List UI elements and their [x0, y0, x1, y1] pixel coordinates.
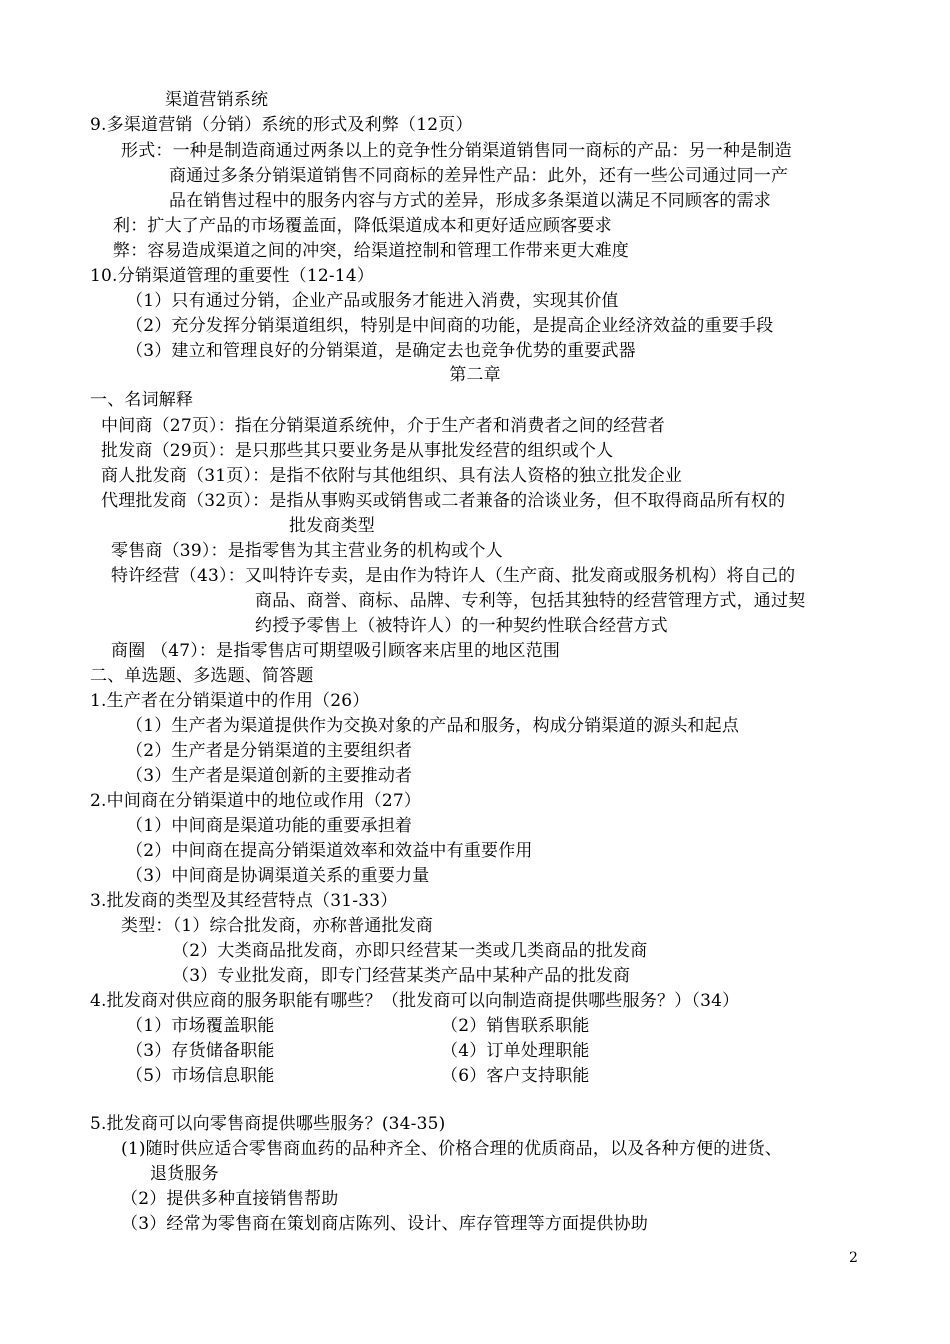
text-line: 批发商类型	[289, 516, 375, 536]
list-item: 类型：（1）综合批发商，亦称普通批发商	[121, 916, 434, 936]
list-item: （1）中间商是渠道功能的重要承担着	[126, 816, 413, 836]
text-line: 弊：容易造成渠道之间的冲突，给渠道控制和管理工作带来更大难度	[113, 241, 629, 261]
section-heading: 一、名词解释	[90, 390, 194, 410]
list-item: （3）存货储备职能	[126, 1041, 275, 1061]
text-line: 商通过多条分销渠道销售不同商标的差异性产品：此外，还有一些公司通过同一产	[169, 166, 789, 186]
text-line: 商品、商誉、商标、品牌、专利等，包括其独特的经营管理方式，通过契	[255, 591, 806, 611]
list-item: (1)随时供应适合零售商血药的品种齐全、价格合理的优质商品，以及各种方便的进货、	[121, 1139, 783, 1159]
list-item: （1）生产者为渠道提供作为交换对象的产品和服务，构成分销渠道的源头和起点	[126, 716, 740, 736]
question-heading: 5.批发商可以向零售商提供哪些服务？(34-35)	[90, 1114, 446, 1134]
text-line: 形式：一种是制造商通过两条以上的竞争性分销渠道销售同一商标的产品：另一种是制造	[121, 141, 792, 161]
definition-item: 零售商（39）：是指零售为其主营业务的机构或个人	[111, 541, 503, 561]
list-item: （1）市场覆盖职能	[126, 1016, 275, 1036]
list-item: （4）订单处理职能	[441, 1041, 590, 1061]
question-heading: 3.批发商的类型及其经营特点（31-33）	[90, 891, 398, 911]
list-item: （3）建立和管理良好的分销渠道，是确定去也竞争优势的重要武器	[126, 341, 636, 361]
list-item: （2）充分发挥分销渠道组织，特别是中间商的功能，是提高企业经济效益的重要手段	[126, 316, 774, 336]
text-line: 利：扩大了产品的市场覆盖面，降低渠道成本和更好适应顾客要求	[113, 216, 612, 236]
list-item: （3）生产者是渠道创新的主要推动者	[126, 766, 413, 786]
page-number: 2	[849, 1250, 858, 1266]
chapter-title: 第二章	[449, 365, 501, 385]
list-item: （1）只有通过分销，企业产品或服务才能进入消费，实现其价值	[126, 291, 619, 311]
definition-item: 商圈 （47）：是指零售店可期望吸引顾客来店里的地区范围	[111, 641, 561, 661]
question-heading: 1.生产者在分销渠道中的作用（26）	[90, 691, 370, 711]
list-item: （5）市场信息职能	[126, 1066, 275, 1086]
question-heading: 2.中间商在分销渠道中的地位或作用（27）	[90, 791, 422, 811]
section-heading: 二、单选题、多选题、简答题	[90, 666, 314, 686]
definition-item: 特许经营（43）：又叫特许专卖，是由作为特许人（生产商、批发商或服务机构）将自己的	[111, 566, 796, 586]
text-line: 退货服务	[150, 1164, 219, 1184]
text-line: 品在销售过程中的服务内容与方式的差异，形成多条渠道以满足不同顾客的需求	[169, 191, 771, 211]
definition-item: 代理批发商（32页）：是指从事购买或销售或二者兼备的洽谈业务，但不取得商品所有权的	[101, 491, 786, 511]
list-item: （2）销售联系职能	[441, 1016, 590, 1036]
section-heading: 9.多渠道营销（分销）系统的形式及利弊（12页）	[90, 115, 473, 135]
list-item: （3）专业批发商，即专门经营某类产品中某种产品的批发商	[172, 966, 631, 986]
list-item: （2）提供多种直接销售帮助	[121, 1189, 339, 1209]
list-item: （3）中间商是协调渠道关系的重要力量	[126, 866, 430, 886]
text-line: 约授予零售上（被特许人）的一种契约性联合经营方式	[255, 616, 668, 636]
list-item: （2）中间商在提高分销渠道效率和效益中有重要作用	[126, 841, 533, 861]
list-item: （2）大类商品批发商，亦即只经营某一类或几类商品的批发商	[172, 941, 648, 961]
list-item: （2）生产者是分销渠道的主要组织者	[126, 741, 413, 761]
text-line: 渠道营销系统	[165, 90, 269, 110]
definition-item: 商人批发商（31页）：是指不依附与其他组织、具有法人资格的独立批发企业	[101, 466, 683, 486]
definition-item: 批发商（29页）：是只那些其只要业务是从事批发经营的组织或个人	[101, 441, 614, 461]
question-heading: 4.批发商对供应商的服务职能有哪些？（批发商可以向制造商提供哪些服务？）（34）	[90, 991, 740, 1011]
section-heading: 10.分销渠道管理的重要性（12-14）	[90, 266, 375, 286]
list-item: （6）客户支持职能	[441, 1066, 590, 1086]
list-item: （3）经常为零售商在策划商店陈列、设计、库存管理等方面提供协助	[121, 1214, 649, 1234]
definition-item: 中间商（27页）：指在分销渠道系统仲，介于生产者和消费者之间的经营者	[101, 416, 665, 436]
